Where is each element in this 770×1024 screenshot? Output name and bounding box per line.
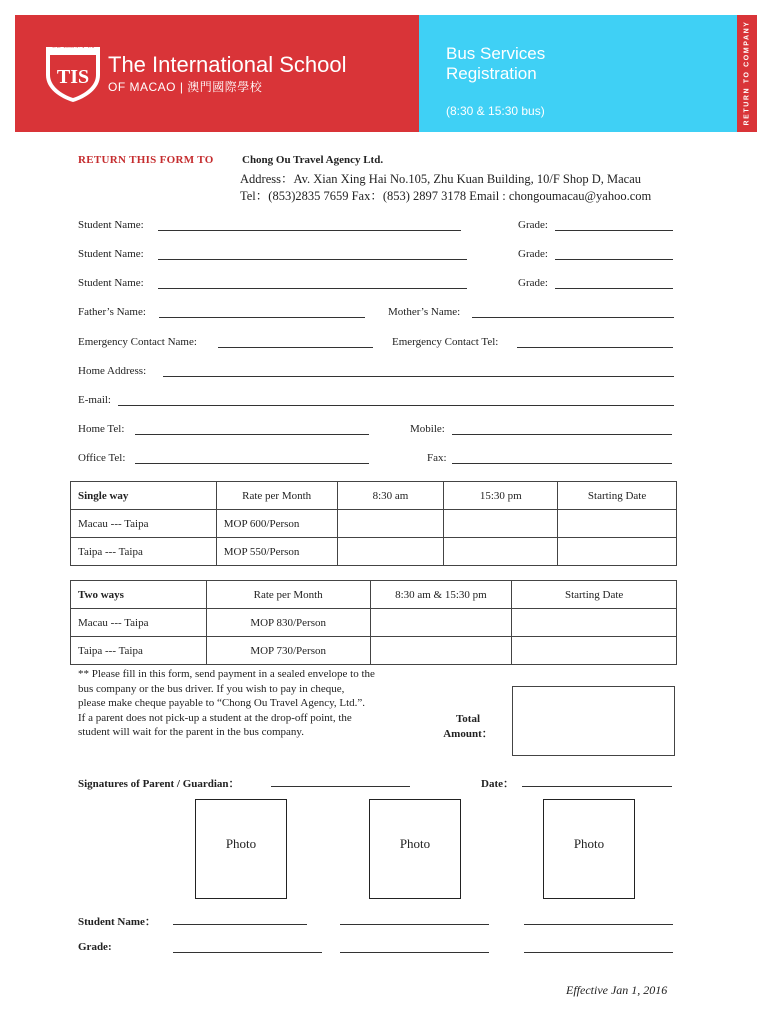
signature-label: Signatures of Parent / Guardian：	[78, 778, 240, 790]
table-header-cell: Rate per Month	[206, 581, 370, 609]
total-label-line2: Amount：	[443, 728, 493, 740]
rate-cell: MOP 600/Person	[216, 510, 337, 538]
two-ways-table	[70, 580, 677, 665]
table-header-cell: Single way	[71, 482, 217, 510]
total-label-line1: Total	[455, 713, 481, 725]
form-title	[446, 44, 545, 84]
total-amount-label	[430, 712, 506, 742]
student-name-label-1: Student Name:	[78, 219, 144, 231]
bottom-grade-label: Grade:	[78, 941, 112, 953]
table-header-row	[71, 482, 677, 510]
crest-letters: TIS	[56, 66, 90, 88]
father-name-field[interactable]	[159, 317, 365, 318]
bus-times: (8:30 & 15:30 bus)	[446, 104, 545, 118]
emergency-name-field[interactable]	[218, 347, 373, 348]
photo-box-3[interactable]	[543, 799, 635, 899]
payment-note	[78, 667, 423, 740]
home-tel-field[interactable]	[135, 434, 369, 435]
grade-label-1: Grade:	[518, 219, 548, 231]
table-row	[71, 510, 677, 538]
table-header-cell: Rate per Month	[216, 482, 337, 510]
table-header-cell: 8:30 am & 15:30 pm	[370, 581, 512, 609]
note-line: student will wait for the parent in the bus company.	[78, 726, 304, 738]
school-name: The International School	[108, 52, 347, 77]
home-address-label: Home Address:	[78, 365, 147, 377]
starting-date-cell[interactable]	[512, 609, 677, 637]
single-way-table	[70, 481, 677, 566]
student-name-field-2[interactable]	[158, 259, 467, 260]
father-name-label: Father’s Name:	[78, 306, 146, 318]
table-header-cell: 15:30 pm	[444, 482, 558, 510]
emergency-tel-field[interactable]	[517, 347, 673, 348]
route-cell: Taipa --- Taipa	[71, 538, 217, 566]
grade-field-2[interactable]	[555, 259, 673, 260]
table-header-cell: 8:30 am	[337, 482, 444, 510]
route-cell: Macau --- Taipa	[71, 510, 217, 538]
bottom-student-name-field-2[interactable]	[340, 924, 489, 925]
note-line: ** Please fill in this form, send payment in a sealed envelope to the	[78, 668, 375, 680]
route-cell: Macau --- Taipa	[71, 609, 207, 637]
emergency-name-label: Emergency Contact Name:	[78, 336, 197, 348]
table-row	[71, 637, 677, 665]
note-line: please make cheque payable to “Chong Ou Travel Agency, Ltd.”.	[78, 697, 366, 709]
home-address-field[interactable]	[163, 376, 674, 377]
table-header-row	[71, 581, 677, 609]
home-tel-label: Home Tel:	[78, 423, 125, 435]
date-field[interactable]	[522, 786, 672, 787]
mobile-field[interactable]	[452, 434, 672, 435]
select-both-cell[interactable]	[370, 637, 512, 665]
photo-label: Photo	[225, 836, 257, 851]
table-row	[71, 538, 677, 566]
mother-name-field[interactable]	[472, 317, 674, 318]
office-tel-field[interactable]	[135, 463, 369, 464]
bottom-student-name-field-3[interactable]	[524, 924, 673, 925]
starting-date-cell[interactable]	[558, 510, 677, 538]
rate-cell: MOP 730/Person	[206, 637, 370, 665]
student-name-field-3[interactable]	[158, 288, 467, 289]
bottom-grade-field-2[interactable]	[340, 952, 489, 953]
agency-name: Chong Ou Travel Agency Ltd.	[242, 154, 384, 166]
photo-box-2[interactable]	[369, 799, 461, 899]
fax-field[interactable]	[452, 463, 672, 464]
select-830-cell[interactable]	[337, 538, 444, 566]
photo-label: Photo	[399, 836, 431, 851]
email-field[interactable]	[118, 405, 674, 406]
select-830-cell[interactable]	[337, 510, 444, 538]
table-header-cell: Two ways	[71, 581, 207, 609]
student-name-field-1[interactable]	[158, 230, 461, 231]
agency-address: Address：Av. Xian Xing Hai No.105, Zhu Kuan Building, 10/F Shop D, Macau	[240, 172, 642, 186]
note-line: If a parent does not pick-up a student at the drop-off point, the	[78, 711, 352, 724]
rate-cell: MOP 550/Person	[216, 538, 337, 566]
bottom-student-name-field-1[interactable]	[173, 924, 307, 925]
signature-field[interactable]	[271, 786, 410, 787]
bottom-grade-field-3[interactable]	[524, 952, 673, 953]
rate-cell: MOP 830/Person	[206, 609, 370, 637]
crest-chinese-text: 澳門國際學校	[52, 41, 94, 49]
agency-contact: Tel：(853)2835 7659 Fax：(853) 2897 3178 Email : chongoumacau@yahoo.com	[240, 189, 652, 203]
mother-name-label: Mother’s Name:	[388, 306, 461, 318]
photo-label: Photo	[573, 836, 605, 851]
grade-field-1[interactable]	[555, 230, 673, 231]
route-cell: Taipa --- Taipa	[71, 637, 207, 665]
email-label: E-mail:	[78, 394, 111, 406]
school-crest-logo	[44, 43, 102, 103]
table-header-cell: Starting Date	[558, 482, 677, 510]
date-label: Date：	[481, 778, 514, 790]
note-line: bus company or the bus driver. If you wish to pay in cheque,	[78, 682, 345, 695]
grade-label-2: Grade:	[518, 248, 548, 260]
photo-box-1[interactable]	[195, 799, 287, 899]
table-header-cell: Starting Date	[512, 581, 677, 609]
student-name-label-2: Student Name:	[78, 248, 144, 260]
bottom-grade-field-1[interactable]	[173, 952, 322, 953]
effective-date: Effective Jan 1, 2016	[566, 983, 668, 997]
return-label: RETURN THIS FORM TO	[78, 154, 214, 166]
starting-date-cell[interactable]	[512, 637, 677, 665]
office-tel-label: Office Tel:	[78, 452, 126, 464]
mobile-label: Mobile:	[410, 423, 445, 435]
school-subtitle: OF MACAO | 澳門國際學校	[108, 80, 263, 94]
total-amount-box[interactable]	[512, 686, 675, 756]
grade-label-3: Grade:	[518, 277, 548, 289]
starting-date-cell[interactable]	[558, 538, 677, 566]
table-row	[71, 609, 677, 637]
side-strip-text: RETURN TO COMPANY	[743, 20, 751, 126]
form-title-line2: Registration	[446, 64, 537, 83]
student-name-label-3: Student Name:	[78, 277, 144, 289]
grade-field-3[interactable]	[555, 288, 673, 289]
form-title-line1: Bus Services	[446, 44, 546, 63]
select-1530-cell[interactable]	[444, 538, 558, 566]
bottom-student-name-label: Student Name：	[78, 916, 156, 928]
emergency-tel-label: Emergency Contact Tel:	[392, 336, 499, 348]
select-both-cell[interactable]	[370, 609, 512, 637]
select-1530-cell[interactable]	[444, 510, 558, 538]
fax-label: Fax:	[427, 452, 447, 464]
